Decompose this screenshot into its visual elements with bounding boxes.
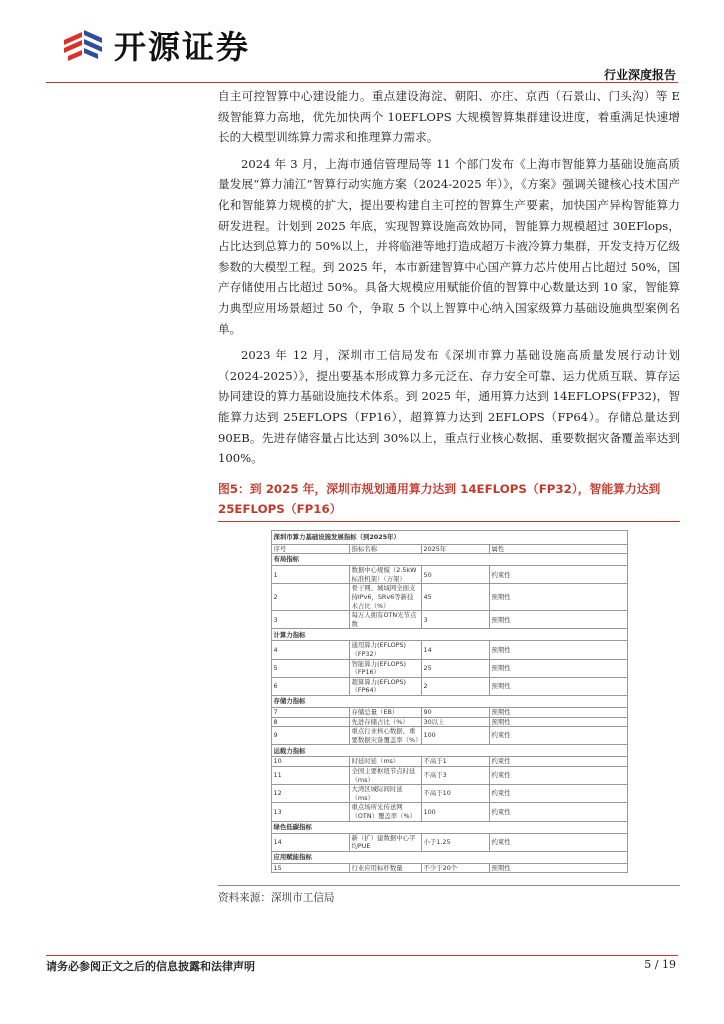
- table-cell-name: 重点场所光传送网（OTN）覆盖率（%）: [349, 803, 421, 821]
- table-row: [271, 611, 627, 629]
- table-cell-name: 超算算力(EFLOPS)（FP64）: [349, 677, 421, 695]
- table-cell-value: 小于1.25: [421, 833, 489, 851]
- table-cell-attr: 预期性: [489, 708, 627, 718]
- table-cell-attr: 预期性: [489, 584, 627, 611]
- table-row: [271, 833, 627, 851]
- table-cell-no: 13: [271, 803, 349, 821]
- page-number: 5 / 19: [644, 958, 676, 971]
- table-row: [271, 727, 627, 745]
- table-cell-name: 骨干网、城域网全面支持IPv6，SRv6等新技术占比（%）: [349, 584, 421, 611]
- table-header-cell: 指标名称: [349, 544, 421, 554]
- table-cell-value: 不高于10: [421, 785, 489, 803]
- table-cell-value: 100: [421, 727, 489, 745]
- table-cell-name: 先进存储占比（%）: [349, 717, 421, 727]
- table-cell-no: 7: [271, 708, 349, 718]
- table-cell-value: 不高于1: [421, 757, 489, 767]
- figure-image: [218, 530, 680, 874]
- table-cell-name: 通用算力(EFLOPS)（FP32）: [349, 641, 421, 659]
- paragraph-1: 自主可控智算中心建设能力。重点建设海淀、朝阳、亦庄、京西（石景山、门头沟）等 E 级智能算力高地，优先加快两个 10EFLOPS 大规模智算集群建设进度，着重满足快速增长的大模型训练算力需求和推理算力需求。: [218, 89, 680, 145]
- table-section-row: [271, 696, 627, 708]
- table-section-row: [271, 851, 627, 863]
- table-cell-value: 14: [421, 641, 489, 659]
- table-section-label: 运载力指标: [271, 745, 627, 757]
- table-cell-no: 15: [271, 863, 349, 873]
- table-cell-attr: 预期性: [489, 863, 627, 873]
- table-header-cell: 2025年: [421, 544, 489, 554]
- table-cell-no: 11: [271, 766, 349, 784]
- table-row: [271, 757, 627, 767]
- table-section-label: 存储力指标: [271, 696, 627, 708]
- table-row: [271, 641, 627, 659]
- table-cell-name: 存储总量（EB）: [349, 708, 421, 718]
- table-cell-value: 2: [421, 677, 489, 695]
- table-row: [271, 766, 627, 784]
- table-cell-attr: 预期性: [489, 641, 627, 659]
- table-cell-no: 4: [271, 641, 349, 659]
- footer-disclaimer: 请务必参阅正文之后的信息披露和法律声明: [46, 960, 255, 973]
- table-cell-attr: 预期性: [489, 717, 627, 727]
- indicator-table: [271, 530, 628, 874]
- table-cell-name: 智能算力(EFLOPS)（FP16）: [349, 659, 421, 677]
- table-section-row: [271, 745, 627, 757]
- table-cell-no: 14: [271, 833, 349, 851]
- table-cell-no: 10: [271, 757, 349, 767]
- table-cell-no: 12: [271, 785, 349, 803]
- report-type: 行业深度报告: [603, 68, 676, 82]
- table-cell-value: 不高于3: [421, 766, 489, 784]
- table-cell-value: 不少于20个: [421, 863, 489, 873]
- table-row: [271, 659, 627, 677]
- table-row: [271, 677, 627, 695]
- figure-title: 图5：到 2025 年，深圳市规划通用算力达到 14EFLOPS（FP32），智能算力达到 25EFLOPS（FP16）: [218, 479, 680, 522]
- company-logo: [60, 22, 250, 68]
- table-section-row: [271, 554, 627, 566]
- table-cell-name: 新（扩）建数据中心平均PUE: [349, 833, 421, 851]
- table-header-cell: 属性: [489, 544, 627, 554]
- source-note: 资料来源：深圳市工信局: [218, 885, 680, 905]
- company-name: 开源证券: [114, 28, 251, 66]
- table-row: [271, 717, 627, 727]
- table-cell-attr: 约束性: [489, 785, 627, 803]
- paragraph-3: 2023 年 12 月，深圳市工信局发布《深圳市算力基础设施高质量发展行动计划（2024-2025）》，提出要基本形成算力多元泛在、存力安全可靠、运力优质互联、算存运协同建设的算力基础设施技术体系。到 2025 年，通用算力达到 14EFLOPS(FP32)，智能算力达到 25EFLOPS（FP16），超算算力达到 2EFLOPS（FP64）。存储总量达到 90EB。先进存储容量占比达到 30%以上，重点行业核心数据、重要数据灾备覆盖率达到 100%。: [218, 348, 680, 466]
- table-cell-value: 90: [421, 708, 489, 718]
- table-cell-value: 45: [421, 584, 489, 611]
- table-cell-name: 全国主要枢纽节点时延（ms）: [349, 766, 421, 784]
- table-cell-no: 1: [271, 566, 349, 584]
- table-row: [271, 566, 627, 584]
- table-cell-attr: 约束性: [489, 766, 627, 784]
- table-header-cell: 序号: [271, 544, 349, 554]
- table-cell-value: 3: [421, 611, 489, 629]
- table-cell-attr: 预期性: [489, 677, 627, 695]
- table-row: [271, 708, 627, 718]
- footer-divider: [46, 955, 678, 956]
- table-cell-attr: 约束性: [489, 833, 627, 851]
- table-cell-value: 30以上: [421, 717, 489, 727]
- table-section-row: [271, 629, 627, 641]
- main-content: [218, 86, 680, 905]
- table-cell-no: 5: [271, 659, 349, 677]
- table-cell-value: 50: [421, 566, 489, 584]
- table-cell-value: 100: [421, 803, 489, 821]
- table-cell-no: 6: [271, 677, 349, 695]
- table-row: [271, 803, 627, 821]
- table-section-row: [271, 821, 627, 833]
- table-cell-name: 每万人拥有OTN光节点数: [349, 611, 421, 629]
- table-section-label: 绿色低碳指标: [271, 821, 627, 833]
- table-cell-attr: 预期性: [489, 611, 627, 629]
- table-cell-no: 9: [271, 727, 349, 745]
- logo-mark-icon: [60, 26, 106, 64]
- table-cell-attr: 约束性: [489, 803, 627, 821]
- table-row: [271, 584, 627, 611]
- table-section-label: 布局指标: [271, 554, 627, 566]
- table-cell-attr: 约束性: [489, 757, 627, 767]
- table-cell-attr: 预期性: [489, 659, 627, 677]
- table-cell-no: 8: [271, 717, 349, 727]
- header-divider: [46, 82, 678, 83]
- table-cell-attr: 约束性: [489, 566, 627, 584]
- paragraph-2: 2024 年 3 月，上海市通信管理局等 11 个部门发布《上海市智能算力基础设施高质量发展“算力浦江”智算行动实施方案（2024-2025 年）》，《方案》强调关键核心技术国产化和智能算力规模的扩大，提出要构建自主可控的智算生产要素，加快国产异构智能算力研发进程。计划到 2025 年底，实现智算设施高效协同，智能算力规模超过 30EFlops，占比达到总算力的 50%以上，并将临港等地打造成超万卡液冷算力集群，开发支持万亿级参数的大模型工程。到 2025 年，本市新建智算中心国产算力芯片使用占比超过 50%，国产存储使用占比超过 50%。具备大规模应用赋能价值的智算中心数量达到 10 家，智能算力典型应用场景超过 50 个，争取 5 个以上智算中心纳入国家级算力基础设施典型案例名单。: [218, 156, 680, 336]
- table-cell-name: 大湾区城际间时延（ms）: [349, 785, 421, 803]
- table-cell-value: 25: [421, 659, 489, 677]
- table-caption: 深圳市算力基础设施发展指标（到2025年）: [271, 530, 627, 544]
- table-row: [271, 863, 627, 873]
- table-cell-no: 2: [271, 584, 349, 611]
- table-cell-no: 3: [271, 611, 349, 629]
- table-section-label: 计算力指标: [271, 629, 627, 641]
- table-row: [271, 785, 627, 803]
- table-cell-attr: 约束性: [489, 727, 627, 745]
- table-cell-name: 行业应用标杆数量: [349, 863, 421, 873]
- table-header-row: [271, 544, 627, 554]
- table-cell-name: 时延时延（ms）: [349, 757, 421, 767]
- table-cell-name: 重点行业核心数据、重要数据灾备覆盖率（%）: [349, 727, 421, 745]
- table-cell-name: 数据中心规模（2.5kW标准机架）（万架）: [349, 566, 421, 584]
- table-section-label: 应用赋能指标: [271, 851, 627, 863]
